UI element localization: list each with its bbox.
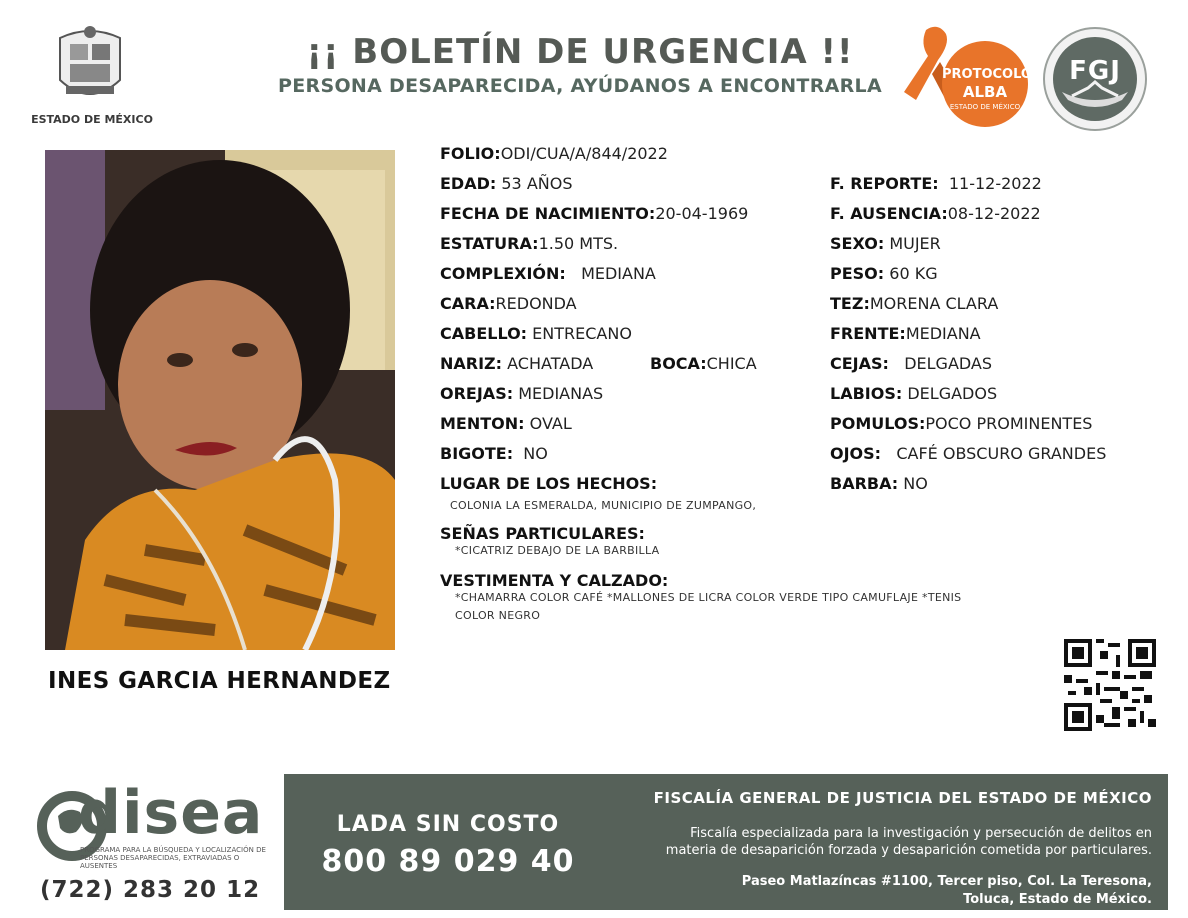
odisea-name: disea [78,778,264,848]
fiscalia-address [600,873,1152,909]
lada-label: LADA SIN COSTO [336,812,560,837]
alba-line3: ESTADO DE MÉXICO [949,103,1021,111]
vestimenta-label: VESTIMENTA Y CALZADO: [440,571,669,590]
field-estatura: ESTATURA:1.50 MTS. [440,234,619,253]
field-labios: LABIOS: DELGADOS [830,384,998,403]
field-folio: FOLIO:ODI/CUA/A/844/2022 [440,144,668,163]
field-menton: MENTON: OVAL [440,414,572,433]
bulletin-subtitle: PERSONA DESAPARECIDA, AYÚDANOS A ENCONTRARLA [278,75,882,97]
field-fecha-reporte: F. REPORTE: 11-12-2022 [830,174,1042,193]
field-fecha-ausencia: F. AUSENCIA:08-12-2022 [830,204,1041,223]
fiscalia-title: FISCALÍA GENERAL DE JUSTICIA DEL ESTADO DE MÉXICO [653,789,1152,807]
field-cara: CARA:REDONDA [440,294,577,313]
odisea-description: PROGRAMA PARA LA BÚSQUEDA Y LOCALIZACIÓN DE PERSONAS DESAPARECIDAS, EXTRAVIADAS O AUSENTES [80,846,266,870]
vestimenta-line2: COLOR NEGRO [455,609,541,622]
vestimenta-line1: *CHAMARRA COLOR CAFÉ *MALLONES DE LICRA COLOR VERDE TIPO CAMUFLAJE *TENIS [455,591,962,604]
field-nariz: NARIZ: ACHATADA [440,354,594,373]
field-frente: FRENTE:MEDIANA [830,324,981,343]
toll-free-number: 800 89 029 40 [321,844,575,879]
field-peso: PESO: 60 KG [830,264,938,283]
field-orejas: OREJAS: MEDIANAS [440,384,604,403]
alba-line1: PROTOCOLO [942,67,1032,82]
bulletin-title: ¡¡ BOLETÍN DE URGENCIA !! [306,32,854,72]
field-fecha-nacimiento: FECHA DE NACIMIENTO:20-04-1969 [440,204,749,223]
field-tez: TEZ:MORENA CLARA [830,294,999,313]
field-cejas: CEJAS: DELGADAS [830,354,993,373]
field-sexo: SEXO: MUJER [830,234,941,253]
person-photo [45,150,395,650]
senas-label: SEÑAS PARTICULARES: [440,524,645,543]
state-coat-of-arms-icon [52,20,128,108]
alba-line2: ALBA [962,83,1008,101]
field-boca: BOCA:CHICA [650,354,757,373]
lugar-hechos-label: LUGAR DE LOS HECHOS: [440,474,658,493]
local-phone: (722) 283 20 12 [40,877,261,903]
address-line1: Paseo Matlazíncas #1100, Tercer piso, Col. La Teresona, [741,874,1152,889]
fgj-label: FGJ [1069,56,1121,86]
lugar-hechos-value: COLONIA LA ESMERALDA, MUNICIPIO DE ZUMPANGO, [450,499,757,512]
person-name: INES GARCIA HERNANDEZ [48,668,391,694]
state-label: ESTADO DE MÉXICO [31,113,153,126]
fiscalia-desc-line2: materia de desaparición forzada y desaparición cometida por particulares. [665,843,1152,858]
person-portrait-image [45,150,395,650]
field-pomulos: POMULOS:POCO PROMINENTES [830,414,1093,433]
field-barba: BARBA: NO [830,474,928,493]
field-cabello: CABELLO: ENTRECANO [440,324,632,343]
fiscalia-description [600,825,1152,859]
field-edad: EDAD: 53 AÑOS [440,174,573,193]
field-bigote: BIGOTE: NO [440,444,548,463]
senas-value: *CICATRIZ DEBAJO DE LA BARBILLA [455,544,660,557]
qr-code-icon[interactable] [1064,639,1156,731]
address-line2: Toluca, Estado de México. [963,892,1152,907]
field-ojos: OJOS: CAFÉ OBSCURO GRANDES [830,444,1107,463]
fiscalia-desc-line1: Fiscalía especializada para la investigación y persecución de delitos en [690,826,1152,841]
field-complexion: COMPLEXIÓN: MEDIANA [440,264,656,283]
